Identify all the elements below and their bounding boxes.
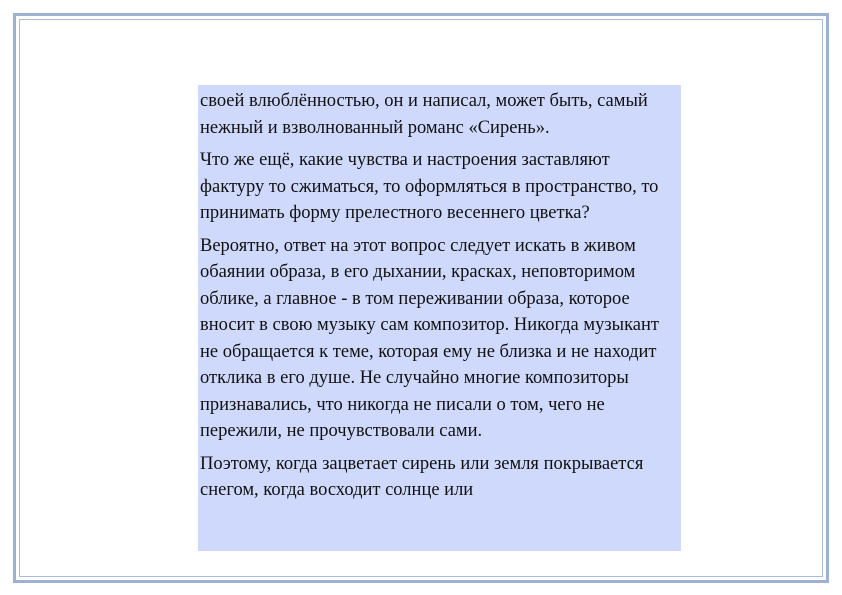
paragraph-1: своей влюблённостью, он и написал, может быть, самый нежный и взволнованный романс «Сирень». xyxy=(200,91,648,138)
paragraph-4: Поэтому, когда зацветает сирень или земля покрывается снегом, когда восходит солнце или xyxy=(200,453,644,500)
paragraph-2: Что же ещё, какие чувства и настроения заставляют фактуру то сжиматься, то оформляться в пространство, то принимать форму прелестного весеннего цветка? xyxy=(200,150,659,223)
text-box xyxy=(198,85,681,551)
paragraph-3: Вероятно, ответ на этот вопрос следует искать в живом обаянии образа, в его дыхании, красках, неповторимом облике, а главное - в том переживании образа, которое вносит в свою музыку сам композитор. Никогда музыкант не обращается к теме, которая ему не близка и не находит отклика в его душе. Не случайно многие композиторы признавались, что никогда не писали о том, чего не пережили, не прочувствовали сами. xyxy=(200,235,659,441)
